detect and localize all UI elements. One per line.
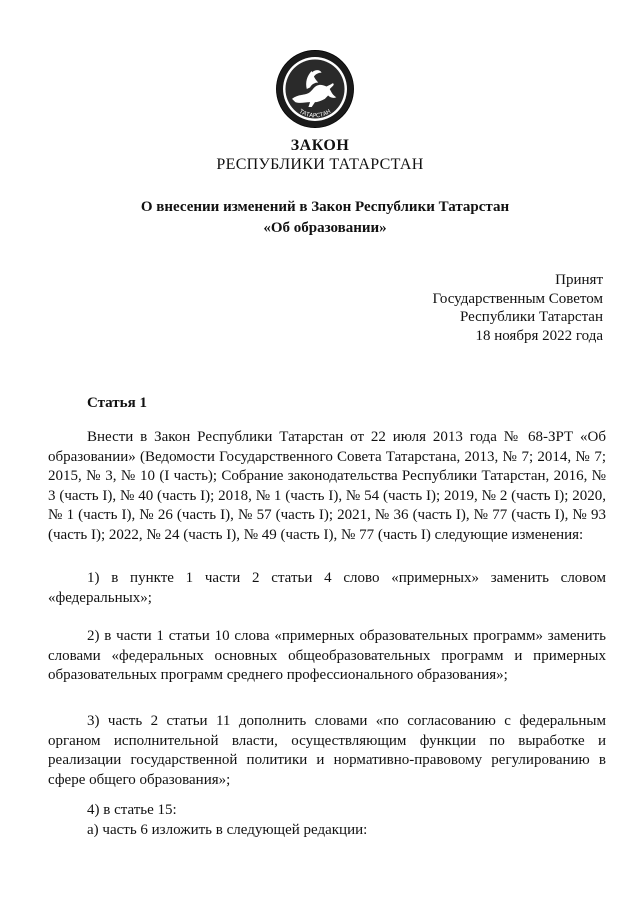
adopted-line2: Государственным Советом <box>432 290 603 307</box>
adopted-line3: Республики Татарстан <box>459 309 603 325</box>
adopted-line1: Принят <box>555 272 603 288</box>
emblem-ring-text: ТАТАРСТАН <box>297 108 333 120</box>
paragraph-text: 3) часть 2 статьи 11 дополнить словами «по согласованию с федеральным органом исполнительной власти, осуществляющим функции по выработке и реализации государственной политики и нормативно-правовому регулированию в сфере общего образования»; <box>48 713 606 788</box>
paragraph-text: Внести в Закон Республики Татарстан от 22 июля 2013 года № 68-ЗРТ «Об образовании» (Ведомости Государственного Совета Татарстана, 2013, № 7; 2014, № 7; 2015, № 3, № 10 (I часть); Собрание законодательства Республики Татарстан, 2016, № 3 (часть I), № 40 (часть I); 2018, № 1 (часть I), № 54 (часть I); 2019, № 2 (часть I); 2020, № 1 (часть I), № 26 (часть I), № 57 (часть I); 2021, № 36 (часть I), № 77 (часть I), № 93 (часть I); 2022, № 24 (часть I), № 49 (часть I), № 77 (часть I) следующие изменения: <box>48 429 606 543</box>
amendment-title-line2: «Об образовании» <box>263 220 387 236</box>
article-intro-paragraph <box>48 428 606 545</box>
law-title: ЗАКОН <box>290 137 350 154</box>
amendment-item-2 <box>48 627 606 686</box>
adoption-block <box>433 271 604 345</box>
adopted-date: 18 ноября 2022 года <box>475 327 603 344</box>
law-subtitle: РЕСПУБЛИКИ ТАТАРСТАН <box>216 156 424 173</box>
coat-of-arms-emblem <box>274 48 356 130</box>
paragraph-text: 4) в статье 15: <box>87 802 177 818</box>
paragraph-text: 1) в пункте 1 части 2 статьи 4 слово «примерных» заменить словом «федеральных»; <box>48 570 606 606</box>
paragraph-text: а) часть 6 изложить в следующей редакции: <box>87 822 368 838</box>
paragraph-text: 2) в части 1 статьи 10 слова «примерных образовательных программ» заменить словами «федеральных основных общеобразовательных программ и примерных образовательных программ среднего профессионального образования»; <box>48 628 606 683</box>
amendment-item-3 <box>48 712 606 790</box>
amendment-title-line1: О внесении изменений в Закон Республики Татарстан <box>140 199 510 215</box>
article-heading: Статья 1 <box>87 395 147 411</box>
amendment-item-1 <box>48 569 606 608</box>
amendment-item-4 <box>48 800 606 840</box>
amendment-title <box>60 197 590 239</box>
